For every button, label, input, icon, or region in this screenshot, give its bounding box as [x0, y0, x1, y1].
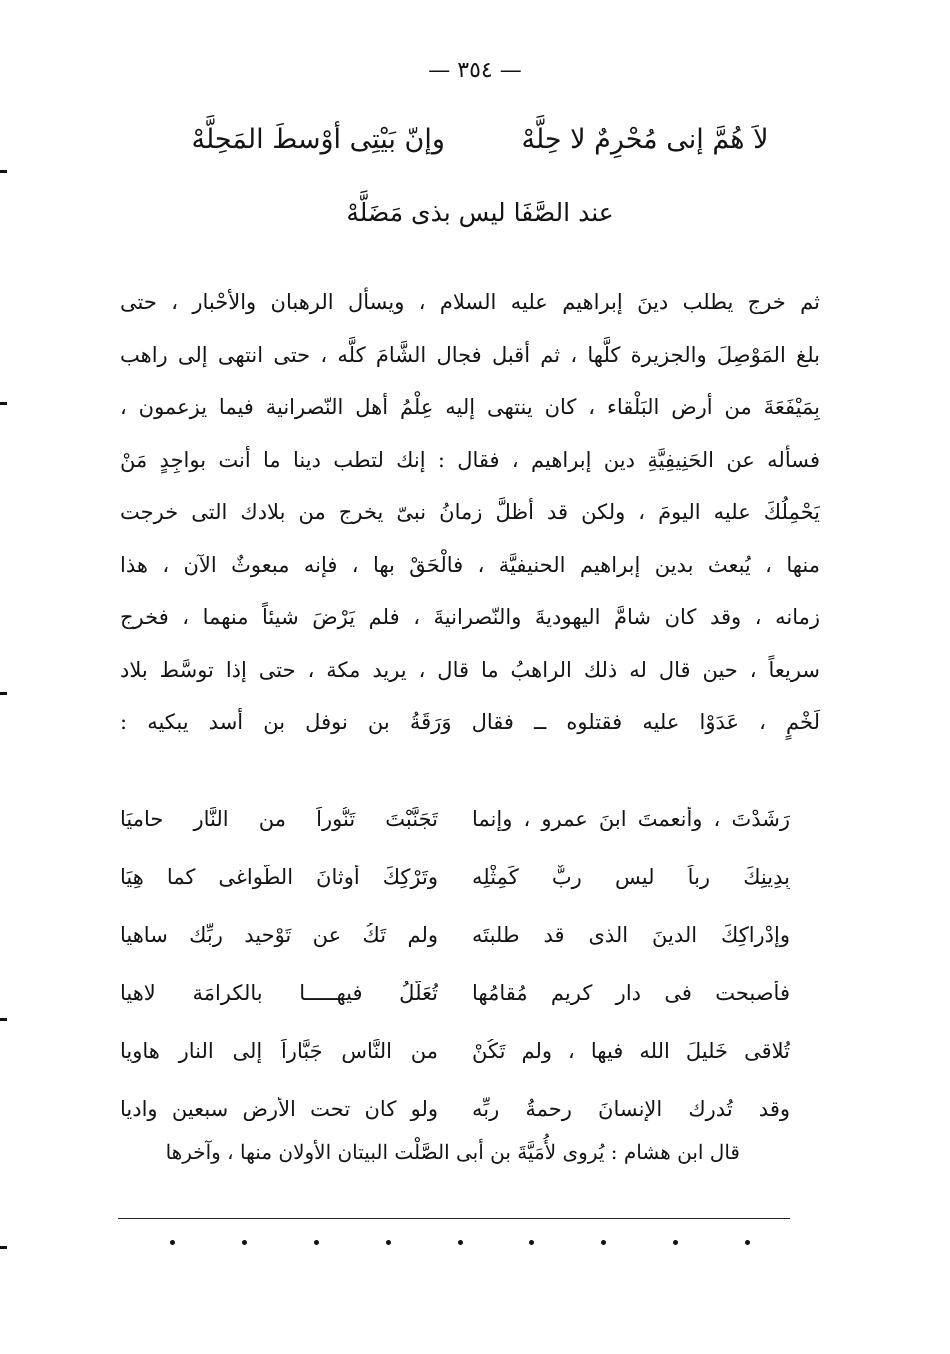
prose-line: لَخْمٍ ، عَدَوْا عليه فقتلوه ــ فقال وَرَقَةُ بن نوفل بن أسد يبكيه : — [120, 710, 820, 734]
opening-verse-line — [110, 124, 850, 155]
horizontal-rule — [118, 1218, 790, 1219]
prose-line: زمانه ، وقد كان شامَّ اليهوديةَ والنّصرانيةَ ، فلم يَرْضَ شيئاً منهما ، فخرج — [120, 605, 820, 629]
margin-mark — [0, 402, 7, 405]
footnote-text: قال ابن هشام : يُروى لأُمَيَّةَ بن أبى الصَّلْت البيتان الأولان منها ، وآخرها — [165, 1140, 740, 1164]
prose-line: يَحْمِلُكَ عليه اليومَ ، ولكن قد أظلَّ زمانُ نبىّ يخرج من بلادك التى خرجت — [120, 500, 820, 524]
verse-line — [120, 790, 790, 848]
verse-line — [120, 848, 790, 906]
margin-mark — [0, 692, 7, 695]
elegy-poem — [120, 790, 790, 1138]
dot-mark — [386, 1240, 391, 1245]
verse-line — [120, 964, 790, 1022]
margin-mark — [0, 1246, 7, 1249]
dot-mark — [242, 1240, 247, 1245]
margin-mark — [0, 1018, 7, 1021]
verse-second-hemistich: ولم تَكُ عن تَوْحيد ربِّك ساهيا — [120, 923, 438, 947]
prose-line: سريعاً ، حين قال له ذلك الراهبُ ما قال ، يريد مكة ، حتى إذا توسَّط بلاد — [120, 657, 820, 682]
verse-second-hemistich: وإنّ بَيْتِى أوْسطَ المَحِلَّهْ — [191, 124, 445, 155]
verse-second-hemistich: تَجَنَّبْتَ تَنُّوراً من النَّار حاميَا — [120, 807, 438, 831]
verse-second-hemistich: وتَرْكِكَ أوثانَ الطَّواغى كما هِيَا — [120, 865, 438, 889]
dot-row — [170, 1240, 750, 1245]
verse-first-hemistich: وإدْراكِكَ الدينَ الذى قد طلبتَه — [472, 923, 790, 947]
prose-line: فسأله عن الحَنِيفِيَّةِ دين إبراهيم ، فقال : إنك لتطب دينا ما أنت بواجِدٍ مَنْ — [120, 447, 820, 472]
opening-verse-closing-line: عند الصَّفَا ليس بذى مَضَلَّهْ — [346, 198, 614, 227]
verse-first-hemistich: تُلاقى خَليلَ الله فيها ، ولم تَكُنْ — [472, 1039, 790, 1063]
verse-first-hemistich: لاَ هُمَّ إنى مُحْرِمٌ لا حِلَّهْ — [521, 124, 769, 155]
verse-line — [120, 1080, 790, 1138]
dot-mark — [314, 1240, 319, 1245]
verse-first-hemistich: بِدِينِكَ رباً ليس ربٌّ كَمِثْلِه — [472, 865, 790, 889]
verse-first-hemistich: رَشَدْتَ ، وأنعمتَ ابنَ عمرو ، وإنما — [472, 807, 790, 831]
verse-second-hemistich: ولو كان تحت الأرض سبعين واديا — [120, 1097, 438, 1121]
prose-paragraph — [120, 276, 820, 749]
dot-mark — [170, 1240, 175, 1245]
verse-line — [120, 1022, 790, 1080]
verse-first-hemistich: فأصبحت فى دارٍ كريمٍ مُقامُها — [472, 981, 790, 1005]
dot-mark — [745, 1240, 750, 1245]
margin-mark — [0, 170, 7, 173]
verse-second-hemistich: من النَّاس جَبَّاراً إلى النار هاويا — [120, 1039, 438, 1063]
verse-line — [120, 906, 790, 964]
dot-mark — [458, 1240, 463, 1245]
verse-second-hemistich: تُعَلَّلُ فيهـــــا بالكرامَة لاهيا — [120, 981, 438, 1005]
verse-first-hemistich: وقد تُدرِك الإنسانَ رحمةُ ربِّه — [472, 1097, 790, 1121]
prose-line: بلغ المَوْصِلَ والجزيرة كلَّها ، ثم أقبل فجال الشَّامَ كلَّه ، حتى انتهى إلى راهب — [120, 342, 820, 367]
dot-mark — [601, 1240, 606, 1245]
page-number: — ٣٥٤ — — [428, 58, 522, 83]
prose-line: منها ، يُبعث بدين إبراهيم الحنيفيَّة ، فالْحَقْ بها ، فإنه مبعوثٌ الآن ، هذا — [120, 552, 820, 577]
prose-line: ثم خرج يطلب دينَ إبراهيم عليه السلام ، ويسأل الرهبان والأحْبار ، حتى — [120, 290, 820, 314]
dot-mark — [673, 1240, 678, 1245]
prose-line: بِمَيْفَعَةَ من أرض البَلْقاء ، كان ينتهى إليه عِلْمُ أهل النّصرانية فيما يزعمون ، — [120, 395, 820, 419]
dot-mark — [529, 1240, 534, 1245]
